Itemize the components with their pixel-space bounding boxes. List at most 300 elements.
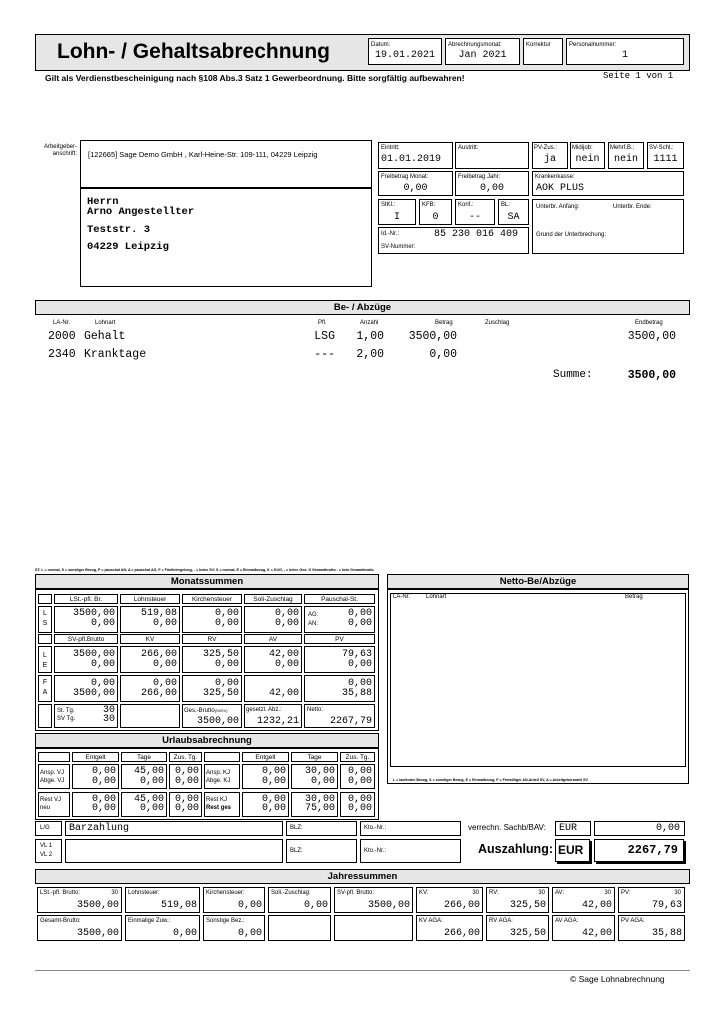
ms-le-pv-a: 79,63 — [341, 649, 372, 660]
personal-box — [566, 38, 684, 65]
ms-h-soli: Soli-Zuschlag — [244, 594, 302, 604]
js-cell-label: Sonstige Bez.: — [206, 918, 245, 924]
pay-sachb-cur: EUR — [559, 823, 578, 834]
ur-val: 0,00 — [174, 803, 199, 814]
ms-h-av: AV — [244, 634, 302, 644]
employer-address-label-2: anschrift: — [52, 151, 77, 157]
beab-header: Be- / Abzüge — [35, 300, 690, 315]
recipient-line-4: 04229 Leipzig — [87, 241, 169, 253]
ur-val: 0,00 — [91, 776, 116, 787]
ur-ansp-kj: Ansp. KJ — [206, 770, 231, 776]
konf-value: -- — [468, 212, 481, 223]
ur-val: 0,00 — [347, 766, 372, 777]
ur-r1-zustg-vj — [169, 764, 202, 789]
beab-row-nr: 2340 — [48, 348, 76, 361]
konf-label: Konf.: — [458, 202, 474, 208]
ur-val: 0,00 — [139, 803, 164, 814]
legend-st-sv: ST: L = normal, S = sonstiger Bezug, P = pauschal AN, A = pauschal AG, F = Fünftelregelung, - = keine SV: S = normal, E = Einmalbezug, K = KUG, - = keine Ges: G Gesamtbrutto - = kein Gesamtbrutto — [35, 568, 374, 572]
ms-h-pauschal: Pauschal-St. — [304, 594, 375, 604]
ms-h-pv: PV — [304, 634, 375, 644]
ur-val: 0,00 — [91, 794, 116, 805]
pay-lg-label: L/G — [40, 825, 50, 831]
js-cell — [334, 915, 413, 941]
ms-le-pv-b: 0,00 — [347, 659, 372, 670]
recipient-line-2: Arno Angestellter — [87, 206, 195, 218]
ms-abz-label: gesetzl. Abz.: — [246, 707, 282, 713]
jahressummen-header: Jahressummen — [35, 869, 690, 884]
employer-line: [122665] Sage Demo GmbH , Karl-Heine-Str. 109-111, 04229 Leipzig — [88, 150, 318, 159]
konf-box — [455, 199, 495, 225]
korrektur-label: Korrektur — [526, 42, 551, 48]
monat-label: Abrechnungsmonat: — [448, 42, 502, 48]
ms-le-kv-a: 266,00 — [140, 649, 177, 660]
ms-fa-av-b: 42,00 — [268, 688, 299, 699]
kfb-box — [419, 199, 452, 225]
js-cell-label: PV: — [621, 890, 631, 896]
unterbr-ende-label: Unterbr. Ende: — [613, 204, 652, 210]
beab-col-lohnart: Lohnart — [95, 320, 116, 326]
unterbrechung-box — [532, 199, 684, 254]
ms-fa-f: F — [42, 679, 48, 686]
ms-ag-value: 0,00 — [347, 608, 372, 619]
ms-h2-empty — [38, 634, 52, 644]
ur-val: 0,00 — [91, 766, 116, 777]
kk-value: AOK PLUS — [536, 183, 585, 194]
monatssummen-header: Monatssummen — [35, 574, 379, 589]
beab-col-lanr: LA-Nr. — [53, 320, 71, 326]
beab-row-end: 3500,00 — [627, 330, 676, 343]
js-cell-label: KV: — [419, 890, 429, 896]
netto-header: Netto-Be/Abzüge — [387, 574, 689, 589]
fbm-box — [378, 171, 453, 196]
summe-value: 3500,00 — [627, 369, 676, 382]
ur-ansp-vj: Ansp. VJ — [40, 770, 65, 776]
ur-val: 0,00 — [347, 803, 372, 814]
ms-an-label: AN: — [308, 621, 319, 627]
pay-vl1-label: VL 1 — [40, 843, 53, 849]
ur-r1-tage-kj — [291, 764, 338, 789]
ur-h-entgelt-vj: Entgelt — [72, 752, 119, 762]
ur-val: 0,00 — [310, 776, 335, 787]
eintritt-value: 01.01.2019 — [381, 154, 442, 165]
js-cell — [334, 887, 413, 913]
ur-rest-vj: Rest VJ — [40, 797, 62, 803]
mehrf-box — [608, 142, 644, 169]
footer-text: © Sage Lohnabrechnung — [570, 974, 665, 984]
js-cell — [486, 915, 549, 941]
unterbr-anfang-label: Unterbr. Anfang: — [536, 204, 580, 210]
ur-val: 0,00 — [347, 776, 372, 787]
ur-r2-tage-vj — [121, 792, 167, 817]
page-number: Seite 1 von 1 — [603, 71, 674, 81]
js-cell — [37, 887, 122, 913]
ms-ls-kst-a: 0,00 — [214, 608, 239, 619]
js-cell-label: Gesamt-Brutto: — [40, 918, 81, 924]
ms-h-lst-pfl: LSt.-pfl. Br. — [54, 594, 118, 604]
js-cell-value: 79,63 — [651, 900, 682, 911]
bl-label: BL: — [501, 202, 511, 208]
js-cell-value: 3500,00 — [367, 900, 410, 911]
ur-val: 0,00 — [174, 766, 199, 777]
js-cell-value: 266,00 — [443, 900, 480, 911]
beab-row-betrag: 3500,00 — [408, 330, 457, 343]
ur-r1-label-kj — [204, 764, 240, 789]
personal-value: 1 — [621, 50, 628, 61]
beab-row-name: Kranktage — [84, 348, 147, 361]
js-cell — [37, 915, 122, 941]
pay-vl2-label: VL 2 — [40, 852, 53, 858]
ur-r2-label — [38, 792, 70, 817]
netto-legend: L = laufender Bezug, S = sonstiger Bezug, E = Einmalbezug, F = Freiwilliger AN-Anteil SV, A = Arbeitgeberanteil SV — [393, 778, 588, 782]
midi-box — [570, 142, 605, 169]
beab-col-pfl: Pfl. — [318, 320, 327, 326]
pay-vl-method-box — [65, 839, 283, 863]
svschl-value: 1111 — [653, 154, 678, 165]
js-cell-label: LSt.-pfl. Brutto: — [40, 890, 81, 896]
beab-col-endbetrag: Endbetrag — [635, 320, 663, 326]
pvzus-label: PV-Zus.: — [534, 145, 558, 151]
ur-val: 0,00 — [91, 803, 116, 814]
pay-sachb-cur-box — [555, 821, 591, 836]
js-cell-label: AV AGA: — [555, 918, 579, 924]
ms-ls-lstpfl — [54, 606, 118, 633]
ur-r2-tage-kj — [291, 792, 338, 817]
pay-method-box — [65, 821, 283, 836]
ms-h-kirchensteuer: Kirchensteuer — [182, 594, 242, 604]
ms-le-l: L — [43, 652, 47, 659]
ur-r1-tage-vj — [121, 764, 167, 789]
notice-text: Gilt als Verdienstbescheinigung nach §108 Abs.3 Satz 1 Gewerbeordnung. Bitte sorgfältig aufbewahren! — [45, 73, 465, 83]
sv-label: SV-Nummer: — [381, 244, 416, 250]
js-cell — [552, 915, 615, 941]
ms-sttg-label: St. Tg. — [57, 708, 75, 714]
ms-fa-kv-b: 266,00 — [140, 688, 177, 699]
ur-r2-entgelt-vj — [72, 792, 119, 817]
kk-box — [532, 171, 684, 196]
ur-r2-zustg-vj — [169, 792, 202, 817]
ms-h-rv: RV — [182, 634, 242, 644]
js-cell-label: SV-pfl. Brutto: — [337, 890, 375, 896]
ur-h-tage-vj: Tage — [121, 752, 167, 762]
auszahlung-label: Auszahlung: — [478, 842, 553, 856]
js-cell-value: 3500,00 — [76, 900, 119, 911]
kfb-value: 0 — [432, 212, 439, 223]
pay-vl-kto-box — [360, 839, 461, 863]
ur-r2-entgelt-kj — [242, 792, 289, 817]
pay-lg-box — [35, 821, 62, 836]
ms-h-empty — [38, 594, 52, 604]
netto-table — [390, 593, 686, 767]
js-cell — [203, 915, 265, 941]
ms-fa-rv-a: 0,00 — [214, 678, 239, 689]
js-cell — [268, 915, 331, 941]
datum-value: 19.01.2021 — [374, 50, 435, 61]
js-cell-value: 3500,00 — [76, 928, 119, 939]
ms-h-lohnsteuer: Lohnsteuer — [120, 594, 180, 604]
js-cell-label: AV: — [555, 890, 565, 896]
js-cell-label: Einmalige Zuw.: — [128, 918, 171, 924]
midi-value: nein — [575, 154, 600, 165]
auszahlung-cur: EUR — [558, 843, 584, 857]
js-cell-days: 30 — [604, 890, 611, 896]
js-cell — [125, 887, 200, 913]
kfb-label: KFB: — [422, 202, 436, 208]
ur-neu: neu — [40, 805, 51, 811]
ms-tage-marker — [38, 704, 52, 728]
austritt-box — [455, 142, 529, 169]
js-cell — [486, 887, 549, 913]
ms-ls-lst — [120, 606, 180, 633]
js-cell — [552, 887, 615, 913]
address-box — [80, 140, 372, 287]
summe-label: Summe: — [553, 369, 593, 381]
ms-netto — [304, 704, 375, 728]
ms-gesbrutto-label-sub: (St/SV) — [214, 708, 228, 713]
ur-r1-entgelt-vj — [72, 764, 119, 789]
fbm-value: 0,00 — [403, 183, 428, 194]
beab-row-pfl: --- — [314, 348, 335, 361]
js-cell — [416, 887, 483, 913]
ms-empty-cell — [120, 704, 180, 728]
ms-ls-kst — [182, 606, 242, 633]
beab-row-nr: 2000 — [48, 330, 76, 343]
auszahlung-box — [594, 839, 684, 862]
ms-fa-pv-b: 35,88 — [341, 688, 372, 699]
eintritt-label: Eintritt: — [381, 145, 400, 151]
ms-fa-pv-a: 0,00 — [347, 678, 372, 689]
js-cell-days: 30 — [472, 890, 479, 896]
ms-ls-lst-a: 519,08 — [140, 608, 177, 619]
page-title: Lohn- / Gehaltsabrechnung — [57, 40, 331, 63]
svschl-box — [647, 142, 684, 169]
ms-gesbrutto — [182, 704, 242, 728]
beab-row-name: Gehalt — [84, 330, 126, 343]
js-cell-value: 519,08 — [160, 900, 197, 911]
beab-col-betrag: Betrag — [435, 320, 453, 326]
js-cell-days: 30 — [538, 890, 545, 896]
ms-ls-lstpfl-b: 0,00 — [90, 618, 115, 629]
ms-ag-label: AG: — [308, 612, 319, 618]
js-cell-value: 0,00 — [237, 900, 262, 911]
ms-fa-av — [244, 675, 302, 702]
js-cell-value: 42,00 — [581, 900, 612, 911]
beab-row-anzahl: 1,00 — [356, 330, 384, 343]
ur-val: 0,00 — [261, 776, 286, 787]
svschl-label: SV-Schl.: — [649, 145, 674, 151]
js-cell-days: 30 — [674, 890, 681, 896]
js-cell — [268, 887, 331, 913]
js-cell-value: 325,50 — [509, 900, 546, 911]
personal-label: Personalnummer: — [569, 42, 617, 48]
ms-ls-kst-b: 0,00 — [214, 618, 239, 629]
fbj-value: 0,00 — [479, 183, 504, 194]
midi-label: Midijob: — [572, 145, 593, 151]
ms-le-av-b: 0,00 — [274, 659, 299, 670]
ur-val: 0,00 — [261, 803, 286, 814]
ms-ls-soli — [244, 606, 302, 633]
ms-fa-marker — [38, 675, 52, 702]
address-separator — [81, 187, 371, 189]
ur-val: 0,00 — [261, 766, 286, 777]
ms-ls-marker — [38, 606, 52, 633]
korrektur-box — [523, 38, 563, 65]
auszahlung-cur-box — [555, 839, 590, 862]
js-cell-label: Kirchensteuer: — [206, 890, 245, 896]
ms-fa-brutto — [54, 675, 118, 702]
ms-ls-lstpfl-a: 3500,00 — [72, 608, 115, 619]
ur-rest-kj: Rest KJ — [206, 797, 228, 803]
js-cell-label: PV AGA: — [621, 918, 645, 924]
ms-h-svbrutto: SV-pfl.Brutto — [54, 634, 118, 644]
ms-sttg-value: 30 — [102, 705, 115, 716]
ur-val: 0,00 — [347, 794, 372, 805]
pay-vl-box — [35, 839, 62, 863]
pay-blz-label: BLZ: — [290, 825, 303, 831]
ms-fa-kv-a: 0,00 — [152, 678, 177, 689]
ms-abzuege — [244, 704, 302, 728]
ms-gesbrutto-value: 3500,00 — [196, 716, 239, 727]
ms-le-av — [244, 646, 302, 673]
netto-col-betrag: Betrag — [625, 594, 643, 600]
ur-rest-ges: Rest ges — [206, 805, 232, 811]
netto-col-lanr: LA-Nr. — [393, 594, 411, 600]
ms-le-rv-b: 0,00 — [214, 659, 239, 670]
ms-le-marker — [38, 646, 52, 673]
js-cell-label: KV AGA: — [419, 918, 443, 924]
ms-le-brutto — [54, 646, 118, 673]
ms-le-kv-b: 0,00 — [152, 659, 177, 670]
ms-fa-a: A — [42, 689, 48, 696]
ms-gesbrutto-label — [184, 707, 228, 715]
beab-row-anzahl: 2,00 — [356, 348, 384, 361]
pay-sachb-value: 0,00 — [655, 823, 680, 834]
ms-tage — [54, 704, 118, 728]
ur-r2-zustg-kj — [340, 792, 375, 817]
ms-netto-label: Netto: — [307, 707, 324, 713]
js-cell — [618, 915, 685, 941]
js-cell-label: RV AGA: — [489, 918, 513, 924]
fbm-label: Freibetrag Monat: — [381, 174, 429, 180]
pay-sachb-label: verrechn. Sachb/BAV: — [468, 823, 546, 832]
ur-h-empty — [38, 752, 70, 762]
ms-gesbrutto-label-text: Ges.-Brutto — [184, 708, 215, 714]
footer-line — [35, 970, 690, 971]
datum-box — [368, 38, 442, 65]
ms-fa-brutto-b: 3500,00 — [72, 688, 115, 699]
ms-netto-value: 2267,79 — [329, 716, 372, 727]
beab-row — [0, 330, 724, 344]
ur-val: 0,00 — [174, 794, 199, 805]
pay-vl-blz-label: BLZ: — [290, 848, 303, 854]
ms-le-av-a: 42,00 — [268, 649, 299, 660]
pvzus-box — [532, 142, 568, 169]
pay-method: Barzahlung — [69, 823, 130, 834]
js-cell-value: 42,00 — [581, 928, 612, 939]
pvzus-value: ja — [543, 154, 556, 165]
ur-r1-zustg-kj — [340, 764, 375, 789]
beab-row-pfl: LSG — [314, 330, 335, 343]
ms-ls-soli-a: 0,00 — [274, 608, 299, 619]
ur-r1-entgelt-kj — [242, 764, 289, 789]
ms-ls-soli-b: 0,00 — [274, 618, 299, 629]
ms-fa-kv — [120, 675, 180, 702]
beab-row — [0, 348, 724, 362]
beab-col-zuschlag: Zuschlag — [485, 320, 510, 326]
ms-le-kv — [120, 646, 180, 673]
recipient-line-1: Herrn — [87, 196, 119, 208]
kk-label: Krankenkasse: — [535, 174, 575, 180]
ms-le-rv-a: 325,50 — [202, 649, 239, 660]
js-cell — [416, 915, 483, 941]
ur-val: 45,00 — [133, 794, 164, 805]
mehrf-value: nein — [613, 154, 638, 165]
fbj-box — [455, 171, 529, 196]
js-cell-value: 0,00 — [172, 928, 197, 939]
ms-ls-l: L — [43, 610, 47, 617]
unterbr-grund-label: Grund der Unterbrechung: — [536, 232, 607, 238]
ms-h-kv: KV — [120, 634, 180, 644]
ur-val: 30,00 — [304, 794, 335, 805]
stkl-box — [378, 199, 416, 225]
pay-blz-box — [286, 821, 357, 836]
ur-val: 30,00 — [304, 766, 335, 777]
ms-fa-brutto-a: 0,00 — [90, 678, 115, 689]
ms-ls-s: S — [42, 620, 48, 627]
js-cell-label: Lohnsteuer: — [128, 890, 160, 896]
beab-row-betrag: 0,00 — [429, 348, 457, 361]
js-cell-value: 325,50 — [509, 928, 546, 939]
ur-val: 0,00 — [261, 794, 286, 805]
mehrf-label: Mehrf.B.: — [610, 145, 635, 151]
pay-sachb-box — [594, 821, 685, 836]
pay-vl-kto-label: Kto.-Nr.: — [364, 848, 387, 854]
urlaub-header: Urlaubsabrechnung — [35, 733, 379, 748]
ms-fa-pv — [304, 675, 375, 702]
ur-val: 0,00 — [139, 776, 164, 787]
ur-r2-label-kj — [204, 792, 240, 817]
js-cell-value: 35,88 — [651, 928, 682, 939]
js-cell — [618, 887, 685, 913]
js-cell-value: 266,00 — [443, 928, 480, 939]
id-label: Id.-Nr.: — [381, 231, 400, 237]
js-cell — [203, 887, 265, 913]
recipient-line-3: Teststr. 3 — [87, 224, 151, 236]
monat-value: Jan 2021 — [458, 50, 507, 61]
ms-fa-rv-b: 325,50 — [202, 688, 239, 699]
ur-h-empty2 — [204, 752, 240, 762]
monat-box — [445, 38, 520, 65]
ur-h-entgelt-kj: Entgelt — [242, 752, 289, 762]
austritt-label: Austritt: — [458, 145, 479, 151]
stkl-label: StKl.: — [381, 202, 396, 208]
ms-svtg-value: 30 — [102, 714, 115, 725]
ms-ls-lst-b: 0,00 — [152, 618, 177, 629]
ur-r1-label — [38, 764, 70, 789]
js-cell — [125, 915, 200, 941]
ms-le-pv — [304, 646, 375, 673]
ms-le-brutto-b: 0,00 — [90, 659, 115, 670]
ur-h-tage-kj: Tage — [291, 752, 338, 762]
ms-le-e: E — [42, 662, 48, 669]
ms-ls-pauschal — [304, 606, 375, 633]
ms-svtg-label: SV Tg. — [57, 716, 76, 722]
ms-abz-value: 1232,21 — [256, 716, 299, 727]
id-value: 85 230 016 409 — [434, 229, 519, 240]
js-cell-days: 30 — [111, 890, 118, 896]
fbj-label: Freibetrag Jahr: — [458, 174, 501, 180]
employer-address-label-1: Arbeitgeber- — [43, 144, 77, 150]
netto-col-lohnart: Lohnart — [426, 594, 447, 600]
